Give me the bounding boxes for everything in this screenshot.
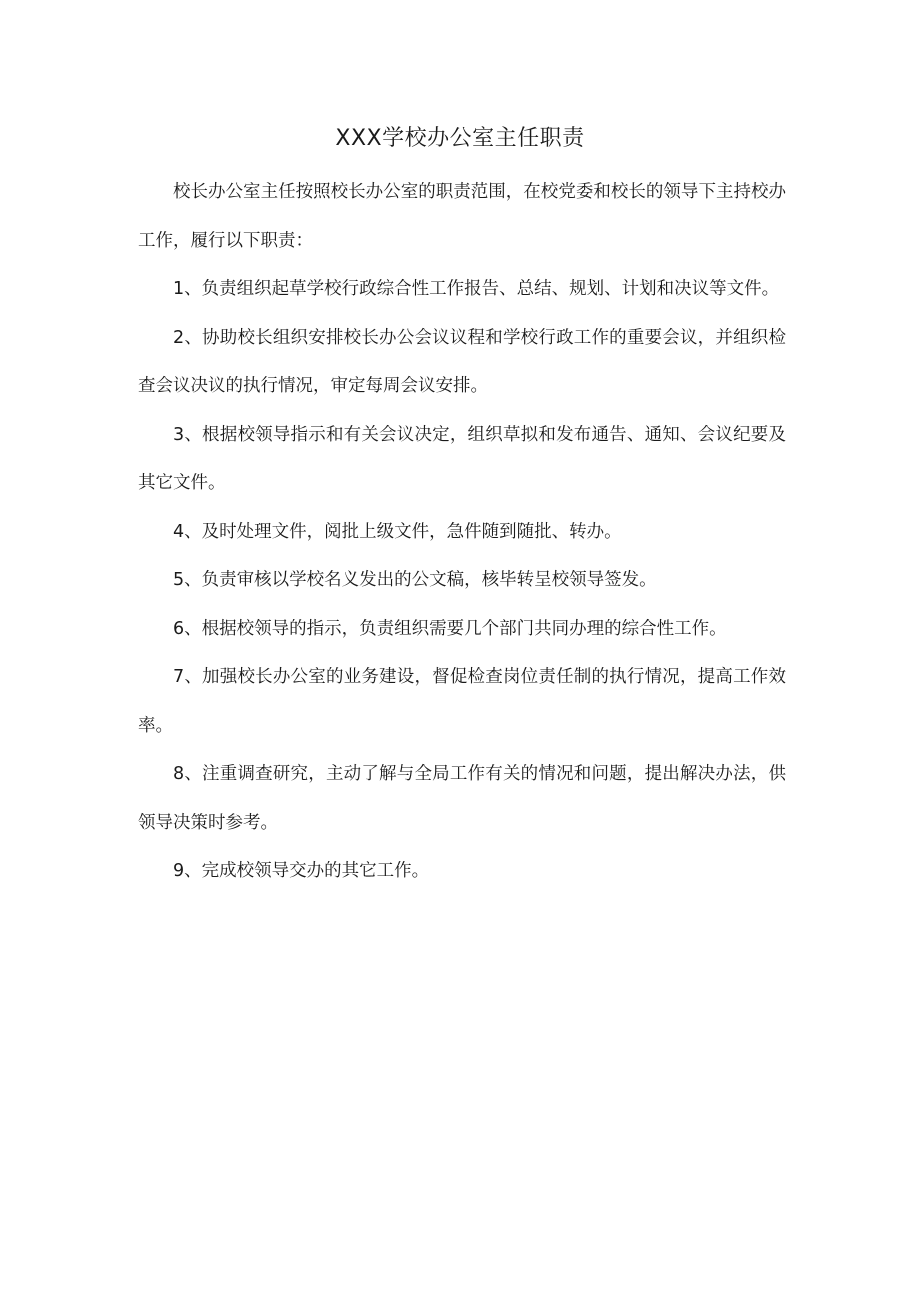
duty-item-4: 4、及时处理文件，阅批上级文件，急件随到随批、转办。 bbox=[173, 521, 622, 542]
duty-item-2: 2、协助校长组织安排校长办公会议议程和学校行政工作的重要会议，并组织检查会议决议的执行情况，审定每周会议安排。 bbox=[138, 327, 786, 396]
duty-item-7: 7、加强校长办公室的业务建设，督促检查岗位责任制的执行情况，提高工作效率。 bbox=[138, 667, 786, 736]
duty-item-9: 9、完成校领导交办的其它工作。 bbox=[173, 861, 430, 881]
duty-item-5: 5、负责审核以学校名义发出的公文稿，核毕转呈校领导签发。 bbox=[173, 570, 657, 590]
duty-item-1: 1、负责组织起草学校行政综合性工作报告、总结、规划、计划和决议等文件。 bbox=[173, 279, 780, 299]
duty-item-3: 3、根据校领导指示和有关会议决定，组织草拟和发布通告、通知、会议纪要及其它文件。 bbox=[138, 424, 786, 493]
document-body bbox=[138, 168, 786, 896]
document-title: XXX学校办公室主任职责 bbox=[335, 126, 585, 151]
intro-paragraph: 校长办公室主任按照校长办公室的职责范围，在校党委和校长的领导下主持校办工作，履行以下职责： bbox=[138, 182, 786, 251]
duty-item-6: 6、根据校领导的指示，负责组织需要几个部门共同办理的综合性工作。 bbox=[173, 618, 727, 639]
duty-item-8: 8、注重调查研究，主动了解与全局工作有关的情况和问题，提出解决办法，供领导决策时参考。 bbox=[138, 764, 786, 833]
